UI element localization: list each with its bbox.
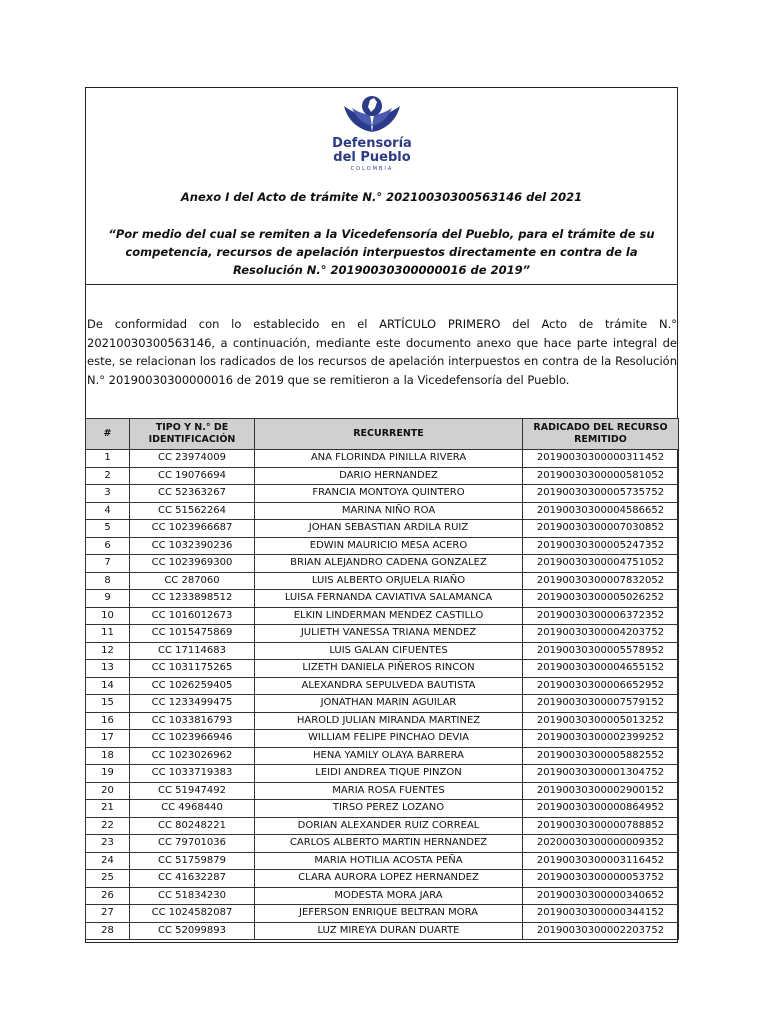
cell-filing: 20190030300004203752 <box>523 625 679 643</box>
cell-number: 11 <box>86 625 130 643</box>
cell-filing: 20190030300005026252 <box>523 590 679 608</box>
cell-number: 2 <box>86 467 130 485</box>
cell-number: 18 <box>86 747 130 765</box>
cell-appellant: WILLIAM FELIPE PINCHAO DEVIA <box>255 730 523 748</box>
cell-number: 16 <box>86 712 130 730</box>
cell-number: 20 <box>86 782 130 800</box>
cell-number: 23 <box>86 835 130 853</box>
cell-appellant: LEIDI ANDREA TIQUE PINZON <box>255 765 523 783</box>
cell-appellant: DORIAN ALEXANDER RUIZ CORREAL <box>255 817 523 835</box>
cell-filing: 20190030300004655152 <box>523 660 679 678</box>
cell-appellant: TIRSO PEREZ LOZANO <box>255 800 523 818</box>
table-row <box>86 677 679 695</box>
table-row <box>86 887 679 905</box>
intro-paragraph: De conformidad con lo establecido en el ARTÍCULO PRIMERO del Acto de trámite N.° 20210030300563146, a continuación, mediante este documento anexo que hace parte integral de este, se relacionan los radicados de los recursos de apelación interpuestos en contra de la Resolución N.° 20190030300000016 de 2019 que se remitieron a la Vicedefensoría del Pueblo. <box>87 317 677 387</box>
cell-id: CC 51759879 <box>130 852 255 870</box>
cell-filing: 20190030300007030852 <box>523 520 679 538</box>
table-row <box>86 782 679 800</box>
cell-number: 26 <box>86 887 130 905</box>
cell-number: 19 <box>86 765 130 783</box>
cell-number: 27 <box>86 905 130 923</box>
cell-filing: 20190030300000864952 <box>523 800 679 818</box>
cell-filing: 20200030300000009352 <box>523 835 679 853</box>
cell-id: CC 4968440 <box>130 800 255 818</box>
cell-filing: 20190030300007832052 <box>523 572 679 590</box>
cell-id: CC 1015475869 <box>130 625 255 643</box>
cell-number: 13 <box>86 660 130 678</box>
cell-number: 6 <box>86 537 130 555</box>
cell-id: CC 1033719383 <box>130 765 255 783</box>
table-row <box>86 800 679 818</box>
header-number: # <box>86 419 130 450</box>
table-row <box>86 625 679 643</box>
table-row <box>86 485 679 503</box>
cell-id: CC 19076694 <box>130 467 255 485</box>
cell-id: CC 1023969300 <box>130 555 255 573</box>
cell-filing: 20190030300005882552 <box>523 747 679 765</box>
cell-appellant: JONATHAN MARIN AGUILAR <box>255 695 523 713</box>
cell-number: 4 <box>86 502 130 520</box>
cell-id: CC 80248221 <box>130 817 255 835</box>
cell-filing: 20190030300000344152 <box>523 905 679 923</box>
cell-id: CC 52363267 <box>130 485 255 503</box>
cell-id: CC 1233898512 <box>130 590 255 608</box>
cell-appellant: MARINA NIÑO ROA <box>255 502 523 520</box>
cell-number: 15 <box>86 695 130 713</box>
appeals-table <box>85 418 679 940</box>
cell-appellant: ALEXANDRA SEPULVEDA BAUTISTA <box>255 677 523 695</box>
header-id: TIPO Y N.° DE IDENTIFICACIÓN <box>130 419 255 450</box>
cell-id: CC 79701036 <box>130 835 255 853</box>
cell-appellant: MARIA HOTILIA ACOSTA PEÑA <box>255 852 523 870</box>
cell-filing: 20190030300004751052 <box>523 555 679 573</box>
cell-appellant: JOHAN SEBASTIAN ARDILA RUIZ <box>255 520 523 538</box>
cell-appellant: LUIS ALBERTO ORJUELA RIAÑO <box>255 572 523 590</box>
cell-filing: 20190030300004586652 <box>523 502 679 520</box>
table-row <box>86 572 679 590</box>
cell-appellant: ANA FLORINDA PINILLA RIVERA <box>255 450 523 468</box>
emblem-icon <box>330 92 414 140</box>
cell-id: CC 51834230 <box>130 887 255 905</box>
annex-subtitle: “Por medio del cual se remiten a la Vicedefensoría del Pueblo, para el trámite de su competencia, recursos de apelación interpuestos directamente en contra de la Resolución N.° 20190030300000016 de 2019” <box>108 227 655 277</box>
cell-id: CC 23974009 <box>130 450 255 468</box>
cell-filing: 20190030300000581052 <box>523 467 679 485</box>
table-row <box>86 922 679 940</box>
cell-id: CC 52099893 <box>130 922 255 940</box>
cell-appellant: LIZETH DANIELA PIÑEROS RINCON <box>255 660 523 678</box>
table-header-row <box>86 419 679 450</box>
cell-id: CC 51562264 <box>130 502 255 520</box>
cell-id: CC 1031175265 <box>130 660 255 678</box>
table-row <box>86 450 679 468</box>
table-row <box>86 520 679 538</box>
cell-appellant: HENA YAMILY OLAYA BARRERA <box>255 747 523 765</box>
table-row <box>86 730 679 748</box>
cell-number: 28 <box>86 922 130 940</box>
table-row <box>86 590 679 608</box>
table-row <box>86 747 679 765</box>
cell-filing: 20190030300005013252 <box>523 712 679 730</box>
cell-appellant: DARIO HERNANDEZ <box>255 467 523 485</box>
cell-filing: 20190030300007579152 <box>523 695 679 713</box>
cell-id: CC 17114683 <box>130 642 255 660</box>
cell-number: 12 <box>86 642 130 660</box>
cell-number: 1 <box>86 450 130 468</box>
cell-filing: 20190030300002203752 <box>523 922 679 940</box>
cell-filing: 20190030300000311452 <box>523 450 679 468</box>
cell-filing: 20190030300000340652 <box>523 887 679 905</box>
cell-id: CC 41632287 <box>130 870 255 888</box>
cell-filing: 20190030300001304752 <box>523 765 679 783</box>
table-row <box>86 765 679 783</box>
cell-id: CC 1033816793 <box>130 712 255 730</box>
cell-id: CC 1023966687 <box>130 520 255 538</box>
cell-id: CC 1024582087 <box>130 905 255 923</box>
cell-number: 21 <box>86 800 130 818</box>
cell-appellant: ELKIN LINDERMAN MENDEZ CASTILLO <box>255 607 523 625</box>
cell-appellant: MODESTA MORA JARA <box>255 887 523 905</box>
cell-filing: 20190030300005578952 <box>523 642 679 660</box>
table-row <box>86 905 679 923</box>
cell-id: CC 1023026962 <box>130 747 255 765</box>
cell-number: 14 <box>86 677 130 695</box>
cell-number: 25 <box>86 870 130 888</box>
table-row <box>86 660 679 678</box>
cell-number: 10 <box>86 607 130 625</box>
table-row <box>86 695 679 713</box>
cell-appellant: JULIETH VANESSA TRIANA MENDEZ <box>255 625 523 643</box>
logo-wordmark <box>322 137 422 165</box>
cell-id: CC 1026259405 <box>130 677 255 695</box>
cell-appellant: FRANCIA MONTOYA QUINTERO <box>255 485 523 503</box>
logo-country: COLOMBIA <box>350 166 394 172</box>
cell-filing: 20190030300005247352 <box>523 537 679 555</box>
table-row <box>86 835 679 853</box>
cell-appellant: CLARA AURORA LOPEZ HERNANDEZ <box>255 870 523 888</box>
table-row <box>86 467 679 485</box>
cell-number: 3 <box>86 485 130 503</box>
cell-filing: 20190030300003116452 <box>523 852 679 870</box>
cell-number: 7 <box>86 555 130 573</box>
cell-number: 24 <box>86 852 130 870</box>
header-filing: RADICADO DEL RECURSO REMITIDO <box>523 419 679 450</box>
cell-id: CC 1016012673 <box>130 607 255 625</box>
table-row <box>86 870 679 888</box>
table-row <box>86 607 679 625</box>
table-row <box>86 642 679 660</box>
logo-line1: Defensoría <box>332 136 412 151</box>
cell-filing: 20190030300006652952 <box>523 677 679 695</box>
cell-id: CC 51947492 <box>130 782 255 800</box>
table-row <box>86 712 679 730</box>
cell-appellant: EDWIN MAURICIO MESA ACERO <box>255 537 523 555</box>
cell-appellant: LUZ MIREYA DURAN DUARTE <box>255 922 523 940</box>
annex-title: Anexo I del Acto de trámite N.° 20210030300563146 del 2021 <box>180 190 583 204</box>
cell-filing: 20190030300005735752 <box>523 485 679 503</box>
cell-appellant: BRIAN ALEJANDRO CADENA GONZALEZ <box>255 555 523 573</box>
table-row <box>86 502 679 520</box>
table-row <box>86 555 679 573</box>
cell-number: 8 <box>86 572 130 590</box>
cell-appellant: MARIA ROSA FUENTES <box>255 782 523 800</box>
cell-id: CC 1032390236 <box>130 537 255 555</box>
cell-number: 5 <box>86 520 130 538</box>
cell-filing: 20190030300000053752 <box>523 870 679 888</box>
cell-number: 17 <box>86 730 130 748</box>
cell-filing: 20190030300006372352 <box>523 607 679 625</box>
cell-appellant: LUIS GALAN CIFUENTES <box>255 642 523 660</box>
cell-filing: 20190030300002399252 <box>523 730 679 748</box>
cell-id: CC 287060 <box>130 572 255 590</box>
logo-line2: del Pueblo <box>333 150 411 165</box>
cell-appellant: JEFERSON ENRIQUE BELTRAN MORA <box>255 905 523 923</box>
cell-number: 22 <box>86 817 130 835</box>
cell-appellant: LUISA FERNANDA CAVIATIVA SALAMANCA <box>255 590 523 608</box>
cell-filing: 20190030300002900152 <box>523 782 679 800</box>
table-row <box>86 852 679 870</box>
table-row <box>86 537 679 555</box>
cell-id: CC 1233499475 <box>130 695 255 713</box>
header-appellant: RECURRENTE <box>255 419 523 450</box>
cell-id: CC 1023966946 <box>130 730 255 748</box>
table-row <box>86 817 679 835</box>
cell-appellant: HAROLD JULIAN MIRANDA MARTINEZ <box>255 712 523 730</box>
cell-filing: 20190030300000788852 <box>523 817 679 835</box>
cell-number: 9 <box>86 590 130 608</box>
table-body <box>86 450 679 940</box>
cell-appellant: CARLOS ALBERTO MARTIN HERNANDEZ <box>255 835 523 853</box>
